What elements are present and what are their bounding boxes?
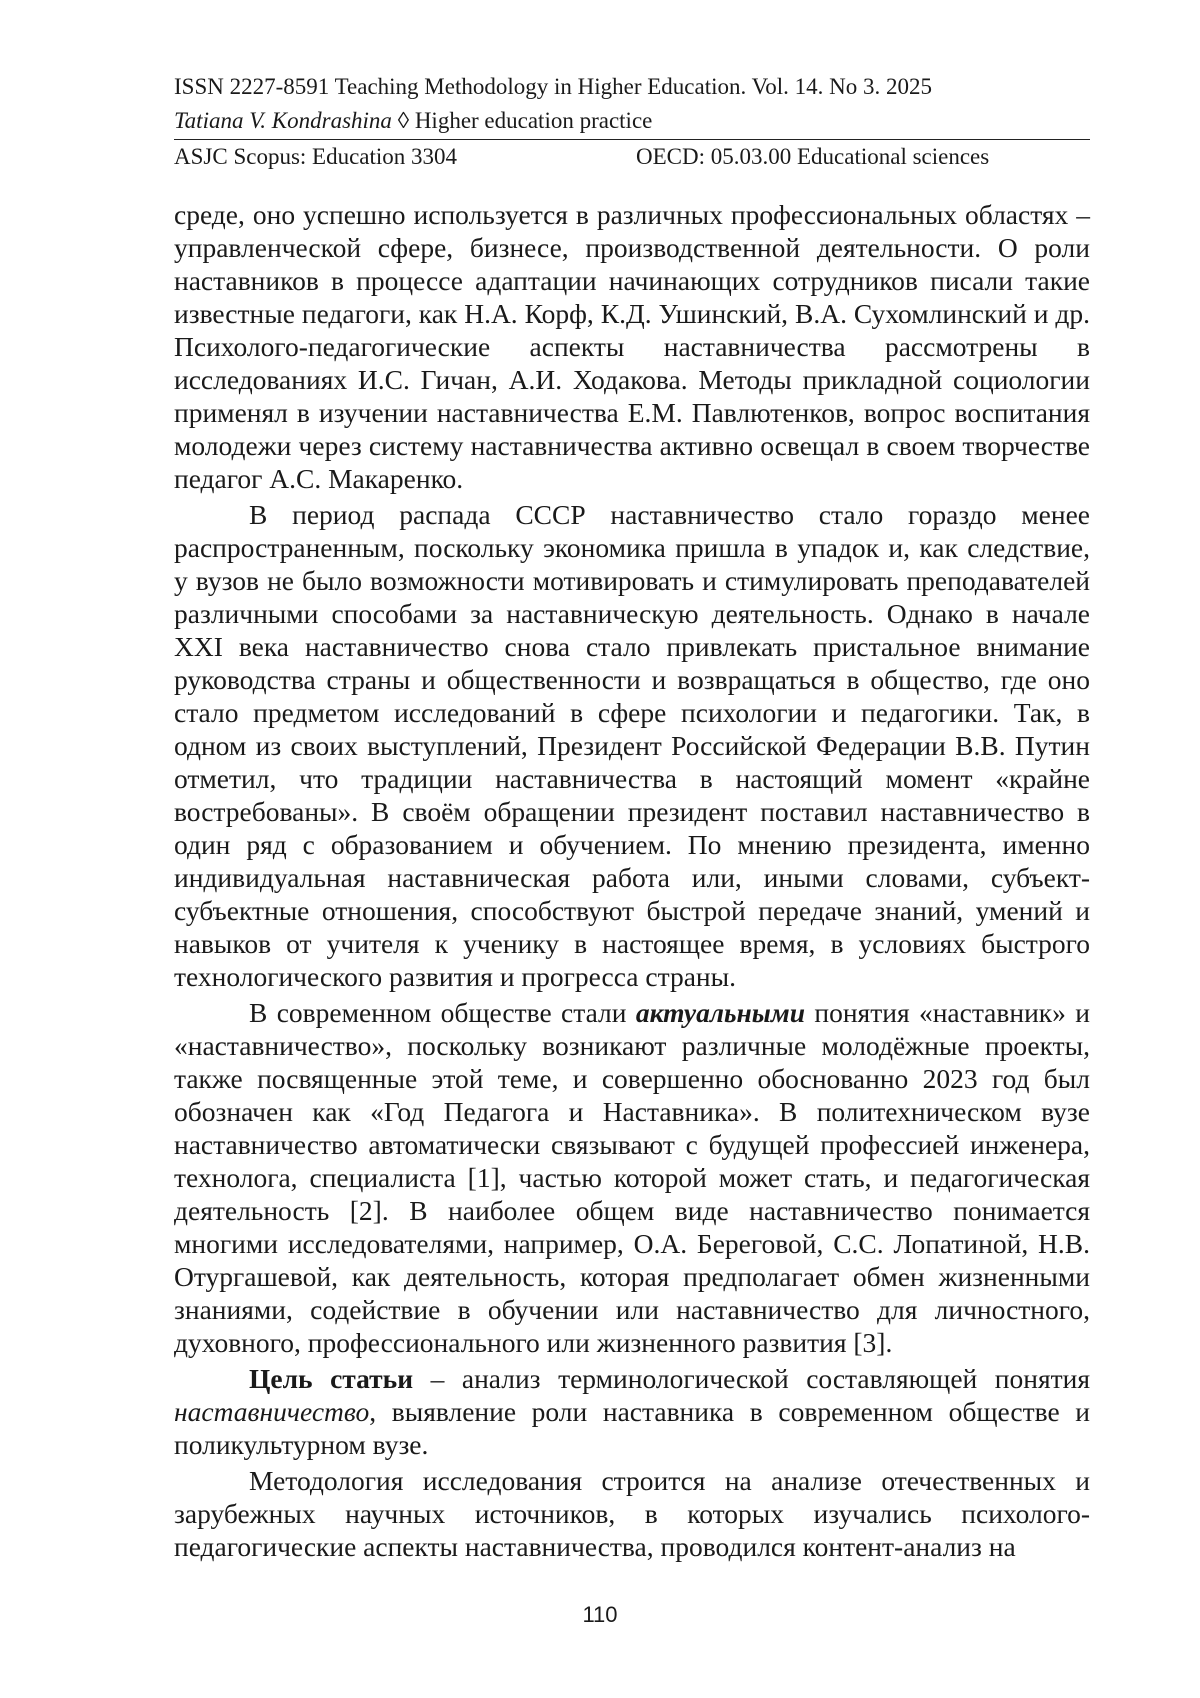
p3-text-a: В современном обществе стали: [249, 997, 636, 1028]
oecd-code: OECD: 05.03.00 Educational sciences: [636, 144, 990, 169]
paragraph-4: [174, 1362, 1090, 1461]
classification-line: [174, 141, 1090, 173]
p4-text-b: – анализ терминологической составляющей понятия: [413, 1363, 1090, 1394]
paragraph-3: [174, 996, 1090, 1359]
p3-emphasis: актуальными: [635, 997, 806, 1028]
page-number: 110: [582, 1602, 618, 1627]
p4-bold-lead: Цель статьи: [249, 1363, 414, 1394]
asjc-code: ASJC Scopus: Education 3304: [174, 144, 458, 169]
paragraph-5: Методология исследования строится на анализе отечественных и зарубежных научных источников, в которых изучались психолого-педагогические аспекты наставничества, проводился контент-анализ на: [174, 1465, 1090, 1562]
p3-text-c: понятия «наставник» и «наставничество», поскольку возникают различные молодёжные проекты, также посвященные этой теме, и совершенно обоснованно 2023 год был обозначен как «Год Педагога и Наставника». В политехническом вузе наставничество автоматически связывают с будущей профессией инженера, технолога, специалиста [1], частью которой может стать, и педагогическая деятельность [2]. В наиболее общем виде наставничество понимается многими исследователями, например, О.А. Береговой, С.С. Лопатиной, Н.В. Отургашевой, как деятельность, которая предполагает обмен жизненными знаниями, содействие в обучении или наставничество для личностного, духовного, профессионального или жизненного развития [3].: [174, 997, 1090, 1358]
p4-text-d: , выявление роли наставника в современном обществе и поликультурном вузе.: [174, 1396, 1090, 1460]
p4-italic-term: наставничество: [174, 1396, 370, 1427]
author-section-line: [174, 104, 1090, 138]
paragraph-2: В период распада СССР наставничество стало гораздо менее распространенным, поскольку экономика пришла в упадок и, как следствие, у вузов не было возможности мотивировать и стимулировать преподавателей различными способами за наставническую деятельность. Однако в начале XXI века наставничество снова стало привлекать пристальное внимание руководства страны и общественности и возвращаться в общество, где оно стало предметом исследований в сфере психологии и педагогики. Так, в одном из своих выступлений, Президент Российской Федерации В.В. Путин отметил, что традиции наставничества в настоящий момент «крайне востребованы». В своём обращении президент поставил наставничество в один ряд с образованием и обучением. По мнению президента, именно индивидуальная наставническая работа или, иными словами, субъект-субъектные отношения, способствуют быстрой передаче знаний, умений и навыков от учителя к ученику в настоящее время, в условиях быстрого технологического развития и прогресса страны.: [174, 499, 1090, 992]
author-name: Tatiana V. Kondrashina: [174, 108, 392, 133]
article-body: [174, 198, 1090, 1563]
running-header: [174, 70, 1090, 138]
header-divider: [174, 139, 1090, 140]
paragraph-1: среде, оно успешно используется в различных профессиональных областях – управленческой сфере, бизнесе, производственной деятельности. О роли наставников в процессе адаптации начинающих сотрудников писали такие известные педагоги, как Н.А. Корф, К.Д. Ушинский, В.А. Сухомлинский и др. Психолого-педагогические аспекты наставничества рассмотрены в исследованиях И.С. Гичан, А.И. Ходакова. Методы прикладной социологии применял в изучении наставничества Е.М. Павлютенков, вопрос воспитания молодежи через систему наставничества активно освещал в своем творчестве педагог А.С. Макаренко.: [174, 199, 1090, 494]
journal-line: ISSN 2227-8591 Teaching Methodology in Higher Education. Vol. 14. No 3. 2025: [174, 74, 932, 99]
section-name: Higher education practice: [414, 108, 653, 133]
separator-glyph: ◊: [397, 108, 410, 133]
